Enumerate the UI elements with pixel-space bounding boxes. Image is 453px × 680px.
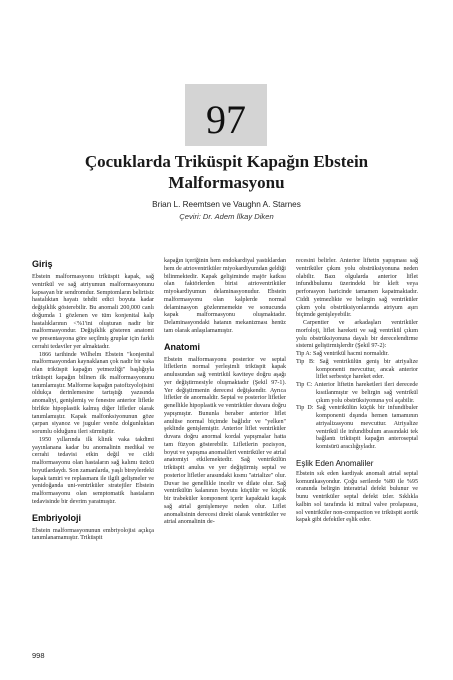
text-column-middle bbox=[164, 258, 286, 527]
text-column-right bbox=[296, 258, 418, 525]
paragraph: Carpentier ve arkadaşları ventriküler morfoloji, liflet hareketi ve sağ ventrikül çıkım yolu obstrüksiyonuna dayalı bir derecelendirme sistemi geliştirmişlerdir (Şekil 97-2): bbox=[296, 320, 418, 350]
section-heading-anomaliler: Eşlik Eden Anomaliler bbox=[296, 458, 374, 468]
list-item: Tip A: Sağ ventrikül hacmi normaldir. bbox=[296, 351, 389, 357]
chapter-number: 97 bbox=[206, 97, 246, 142]
section-heading-giris: Giriş bbox=[32, 259, 53, 269]
paragraph: 1950 yıllarında ilk klinik vaka takdimi yayınlanana kadar bu anomalinin medikal ve cerrahi tedavisi etkin değil ve cildi malformasyonu olan hastaların sağ kalımı üzücü boyutlardaydı. Son zamanlarda, yaşlı bireylerdeki kapak tamiri ve replasmanı ile ilgili gelişmeler ve yenidoğanda uni-ventriküler stratejiler Ebstein malformasyonu olan semptomatik hastaların tedavisinde bir devrim yaratmıştır. bbox=[32, 436, 154, 505]
paragraph: Ebstein malformasyonu posterior ve septal lifletlerin normal yerleşimli triküspit kapak anulusundan sağ ventrikül kaviteye doğru aşağı yer değiştirmesiyle oluşmaktadır (Şekil 97-1). Yer değiştirmenin derecesi değişkendir. Ayrıca lifletler de anormaldir. Septal ve posterior lifletler genellikle hipoplastik ve ventriküler duvara doğru yapışmıştır. Bununla beraber anterior liflet anulüse normal biçimde bağlıdır ve "yelken" şeklinde genişlemiştir. Anterior liflet ventriküler duvara doğru anormal kordal yapışmalar hatta tam füzyon gösterebilir. Lifletlerin pozisyon, boyut ve yapışma anomalileri ventriküler ve atrial anatomiyi etkilemektedir. Sağ ventrikülün triküspit anulus ve yer değiştirmiş septal ve posterior lifletler arasındaki kısmı "atrialize" olur. Duvar ise genellikle incelir ve dilate olur. Sağ ventrikülün kalanının boyutu küçülür ve küçük bir trabeküler komponent içerir kapaktaki kaçak sağ atrial genişlemeye neden olur. Liflet anomalisinin derecesi direkt olarak ventriküler ve atrial anomalinin de- bbox=[164, 356, 287, 526]
page-number: 998 bbox=[32, 651, 45, 660]
paragraph: Ebstein sık eden kardiyak anomali atrial septal komunikasyondur. Çoğu serilerde %80 ile %95 oranında belirgin interatrial defekt bulunur ve bunu ventriküler septal defekt izler. Sıklıkla kalbin sol tarafında ki mitral valve prolapsusu, sol ventriküler non-compaction ve triküspit aortik kapak gibi defektler eşlik eder. bbox=[296, 470, 418, 524]
chapter-title-line-1: Çocuklarda Triküspit Kapağın Ebstein bbox=[84, 152, 369, 171]
section-heading-anatomi: Anatomi bbox=[164, 341, 200, 352]
carpentier-type-list bbox=[296, 351, 418, 452]
chapter-translator: Çeviri: Dr. Adem İlkay Diken bbox=[179, 212, 274, 221]
text-column-left bbox=[32, 258, 154, 543]
paragraph: Ebstein malformasyonunun embriyolojisi açıkça tanımlanamamıştır. Triküspit bbox=[32, 527, 154, 542]
chapter-title-line-2: Malformasyonu bbox=[168, 173, 285, 192]
section-heading-embriyoloji: Embriyoloji bbox=[32, 512, 82, 523]
paragraph: recesini belirler. Anterior liftetin yapışması sağ ventriküler çıkım yolu obstrüksiyonuna neden olabilir. Bazı olgularda anterior liflet infundibulumu üzerindeki bir kleft veya perforasyon haricinde tamamen kapatmaktadır. Ciddi yetmezlikte ve belirgin sağ ventriküler çıkım yolu obstrüksiyonlarında atriyum aşırı biçimde genişleyebilir. bbox=[296, 258, 418, 319]
chapter-authors: Brian L. Reemtsen ve Vaughn A. Starnes bbox=[152, 200, 301, 209]
paragraph: Ebstein malformasyonu triküspit kapak, sağ ventrikül ve sağ atriyumun malformasyonunu kapsayan bir sendromdur. Semptomların belirtisiz hastalıktan hayatı tehdit edici boyuta kadar değişiklik gösterebilir. Bu anomali 200,000 canlı doğumda 1 gözlenen ve tüm konjenital kalp hastalıklarının <%1'ini oluşturan nadir bir malformasyondur. Değişiklik gösteren anatomi ve presentasyona göre seçilmiş gruplar için farklı cerrahi tedaviler yer almaktadır. bbox=[32, 274, 154, 350]
list-item: Tip C: Anterior liftetin hareketleri ileri derecede kısıtlanmıştır ve belirgin sağ ventrikül çıkım yolu obstrüksiyonuna yol açabilir. bbox=[296, 382, 418, 404]
list-item: Tip B: Sağ ventrikülün geniş bir atriyalize komponenti mevcuttur, ancak anterior liflet serbestçe hareket eder. bbox=[296, 358, 418, 381]
chapter-title bbox=[40, 151, 413, 193]
paragraph: kapağın içeriğinin hem endokardiyal yastıklardan hem de atrioventriküler miyokardiyumdan geldiği bilinmektedir. Kapak gelişiminde majör katkısı olan faktörlerden birisi atrioventriküler miyokardiyumun delaminasyonudur. Ebstein malformasyonu olan kalplerde normal delaminasyon gözlenmemekte ve sonucunda kapak malformasyonu oluşmaktadır. Delaminasyondaki hatanın mekanizması henüz tam olarak anlaşılamamıştır. bbox=[164, 258, 286, 334]
paragraph: 1866 tarihinde Wilhelm Ebstein "konjenital malformasyondan kaynaklanan çok nadir bir vaka olan triküspit kapağın yetmezliği" başlığıyla triküspit kapağın bilinen ilk malformasyonunu tanımlamıştır. Malforme kapağın patofizyolojisini oldukça derinlemesine tartıştığı yazısında anomaliyi, genişlemiş ve fenestre anterior lifletle birlikte hipoplastik kalmış diğer lifletler olarak tanımlamıştır. Kapak malfonksiyonunun göze çarpan siyanoz ve juguler venöz dolgunluktan sorumlu olduğunu ileri sürmüştür. bbox=[32, 351, 154, 435]
list-item: Tip D: Sağ ventrikülün küçük bir infundibuler komponenti dışında hemen tamamının atriyalizasyonu mevcuttur. Atriyalize ventrikül ile infundibulum arasındaki tek bağlantı triküspit kapağın anteroseptal komisürü aracılığıyladır. bbox=[296, 405, 418, 450]
